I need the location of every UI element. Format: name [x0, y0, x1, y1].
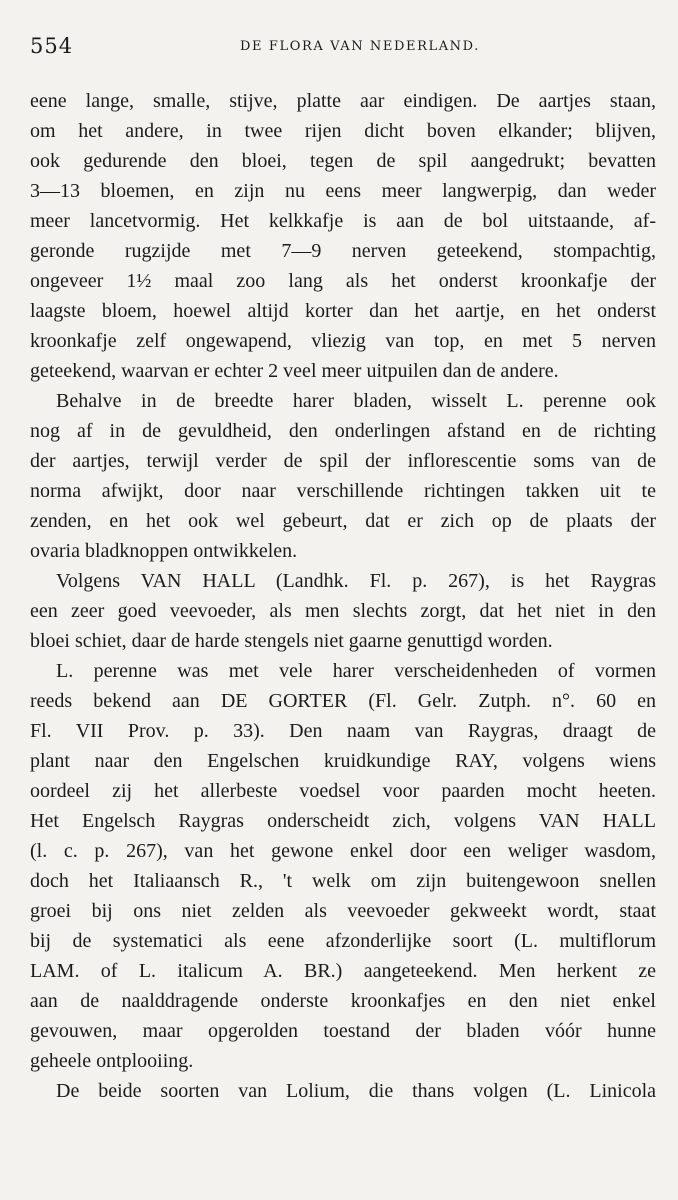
text-line: oordeel zij het allerbeste voedsel voor paarden mocht heeten.	[30, 780, 656, 802]
text-line: Volgens VAN HALL (Landhk. Fl. p. 267), is het Raygras	[56, 570, 656, 592]
text-line: meer lancetvormig. Het kelkkafje is aan de bol uitstaande, af-	[30, 210, 656, 232]
text-line: kroonkafje zelf ongewapend, vliezig van top, en met 5 nerven	[30, 330, 656, 352]
text-line: bloei schiet, daar de harde stengels niet gaarne genuttigd worden.	[30, 630, 553, 652]
text-line: L. perenne was met vele harer verscheidenheden of vormen	[56, 660, 656, 682]
text-line: doch het Italiaansch R., 't welk om zijn buitengewoon snellen	[30, 870, 656, 892]
page-header	[30, 34, 654, 60]
page-number: 554	[30, 34, 74, 58]
text-line: zenden, en het ook wel gebeurt, dat er zich op de plaats der	[30, 510, 656, 532]
text-line: geronde rugzijde met 7—9 nerven geteekend, stompachtig,	[30, 240, 656, 262]
text-line: geheele ontplooiing.	[30, 1050, 194, 1072]
text-line: plant naar den Engelschen kruidkundige RAY, volgens wiens	[30, 750, 656, 772]
text-line: eene lange, smalle, stijve, platte aar eindigen. De aartjes staan,	[30, 90, 656, 112]
text-line: LAM. of L. italicum A. BR.) aangeteekend. Men herkent ze	[30, 960, 656, 982]
text-line: reeds bekend aan DE GORTER (Fl. Gelr. Zutph. n°. 60 en	[30, 690, 656, 712]
text-line: nog af in de gevuldheid, den onderlingen afstand en de richting	[30, 420, 656, 442]
text-line: der aartjes, terwijl verder de spil der inflorescentie soms van de	[30, 450, 656, 472]
text-line: ook gedurende den bloei, tegen de spil aangedrukt; bevatten	[30, 150, 656, 172]
text-line: Het Engelsch Raygras onderscheidt zich, volgens VAN HALL	[30, 810, 656, 832]
running-head: DE FLORA VAN NEDERLAND.	[240, 39, 480, 54]
text-line: (l. c. p. 267), van het gewone enkel door een weliger wasdom,	[30, 840, 656, 862]
text-line: 3—13 bloemen, en zijn nu eens meer langwerpig, dan weder	[30, 180, 656, 202]
text-line: bij de systematici als eene afzonderlijke soort (L. multiflorum	[30, 930, 656, 952]
text-line: De beide soorten van Lolium, die thans volgen (L. Linicola	[56, 1080, 656, 1102]
text-line: gevouwen, maar opgerolden toestand der bladen vóór hunne	[30, 1020, 656, 1042]
text-line: norma afwijkt, door naar verschillende richtingen takken uit te	[30, 480, 656, 502]
text-line: aan de naalddragende onderste kroonkafjes en den niet enkel	[30, 990, 656, 1012]
text-line: laagste bloem, hoewel altijd korter dan het aartje, en het onderst	[30, 300, 656, 322]
text-line: ovaria bladknoppen ontwikkelen.	[30, 540, 298, 562]
text-line: groei bij ons niet zelden als veevoeder gekweekt wordt, staat	[30, 900, 656, 922]
text-line: Fl. VII Prov. p. 33). Den naam van Raygras, draagt de	[30, 720, 656, 742]
text-line: geteekend, waarvan er echter 2 veel meer uitpuilen dan de andere.	[30, 360, 559, 382]
text-line: Behalve in de breedte harer bladen, wisselt L. perenne ook	[56, 390, 656, 412]
text-line: een zeer goed veevoeder, als men slechts zorgt, dat het niet in den	[30, 600, 656, 622]
body-text	[30, 86, 656, 1106]
text-line: om het andere, in twee rijen dicht boven elkander; blijven,	[30, 120, 656, 142]
text-line: ongeveer 1½ maal zoo lang als het onderst kroonkafje der	[30, 270, 656, 292]
